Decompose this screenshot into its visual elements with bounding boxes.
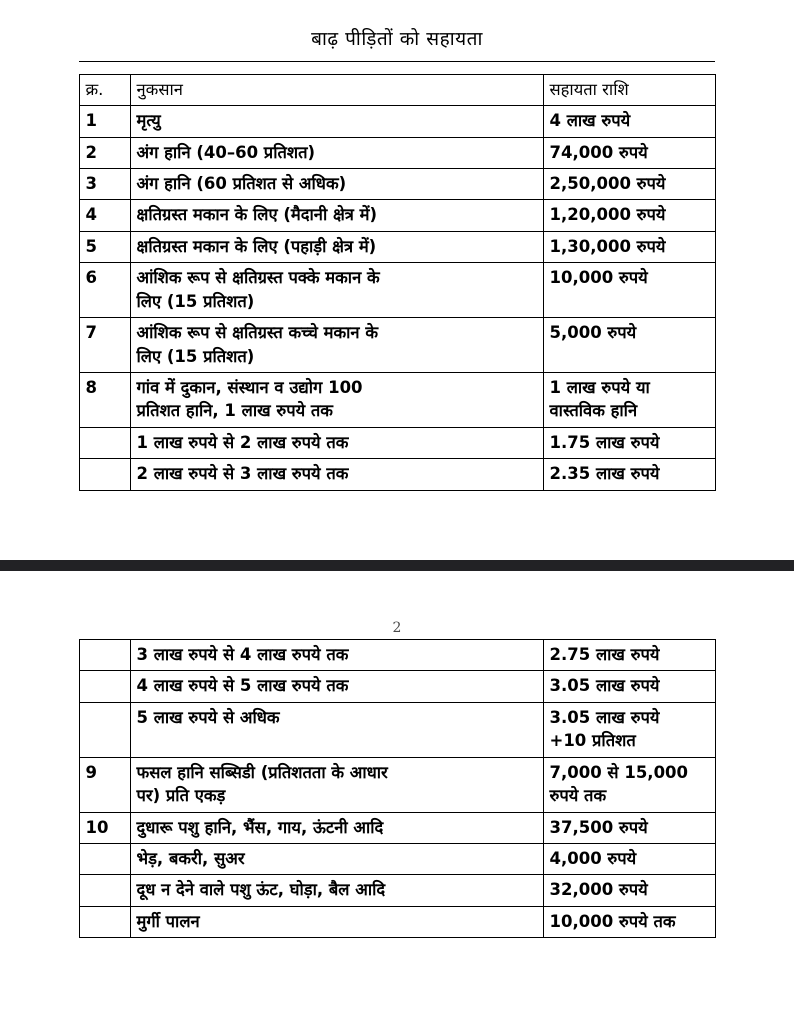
cell-loss-description: 1 लाख रुपये से 2 लाख रुपये तक <box>130 427 543 458</box>
cell-serial <box>79 702 130 757</box>
column-header-serial: क्र. <box>79 74 130 105</box>
cell-aid-amount: 4 लाख रुपये <box>543 106 715 137</box>
table-row <box>79 640 715 671</box>
table-row <box>79 200 715 231</box>
column-header-amount: सहायता राशि <box>543 74 715 105</box>
table-row <box>79 106 715 137</box>
cell-aid-amount: 7,000 से 15,000 रुपये तक <box>543 757 715 812</box>
table-row <box>79 318 715 373</box>
cell-loss-description: दूध न देने वाले पशु ऊंट, घोड़ा, बैल आदि <box>130 875 543 906</box>
cell-loss-description: अंग हानि (60 प्रतिशत से अधिक) <box>130 169 543 200</box>
cell-serial: 7 <box>79 318 130 373</box>
cell-serial <box>79 640 130 671</box>
table-row <box>79 373 715 428</box>
cell-aid-amount-line2: वास्तविक हानि <box>549 401 638 421</box>
cell-aid-amount: 1 लाख रुपये या वास्तविक हानि <box>543 373 715 428</box>
cell-loss-description: आंशिक रूप से क्षतिग्रस्त कच्चे मकान के लिए (15 प्रतिशत) <box>130 318 543 373</box>
cell-aid-amount: 3.05 लाख रुपये +10 प्रतिशत <box>543 702 715 757</box>
table-row <box>79 231 715 262</box>
table-row <box>79 169 715 200</box>
cell-aid-amount: 3.05 लाख रुपये <box>543 671 715 702</box>
table-row <box>79 757 715 812</box>
table-row <box>79 812 715 843</box>
page-title: बाढ़ पीड़ितों को सहायता <box>311 28 483 50</box>
cell-serial <box>79 875 130 906</box>
table-body-page-one <box>79 106 715 490</box>
table-row <box>79 427 715 458</box>
table-row <box>79 906 715 937</box>
cell-aid-amount: 10,000 रुपये तक <box>543 906 715 937</box>
cell-loss-description: भेड़, बकरी, सुअर <box>130 843 543 874</box>
cell-aid-amount: 32,000 रुपये <box>543 875 715 906</box>
cell-loss-description: फसल हानि सब्सिडी (प्रतिशतता के आधार पर) प्रति एकड़ <box>130 757 543 812</box>
cell-serial <box>79 906 130 937</box>
cell-aid-amount: 4,000 रुपये <box>543 843 715 874</box>
cell-loss-description: गांव में दुकान, संस्थान व उद्योग 100 प्रतिशत हानि, 1 लाख रुपये तक <box>130 373 543 428</box>
cell-serial: 2 <box>79 137 130 168</box>
cell-loss-description: दुधारू पशु हानि, भैंस, गाय, ऊंटनी आदि <box>130 812 543 843</box>
cell-loss-description: 3 लाख रुपये से 4 लाख रुपये तक <box>130 640 543 671</box>
cell-serial: 9 <box>79 757 130 812</box>
cell-serial: 3 <box>79 169 130 200</box>
cell-serial: 5 <box>79 231 130 262</box>
cell-serial <box>79 671 130 702</box>
table-header <box>79 74 715 105</box>
cell-aid-amount: 5,000 रुपये <box>543 318 715 373</box>
cell-serial: 8 <box>79 373 130 428</box>
cell-aid-amount: 2.35 लाख रुपये <box>543 459 715 490</box>
cell-loss-description: 5 लाख रुपये से अधिक <box>130 702 543 757</box>
cell-aid-amount-line2: रुपये तक <box>549 786 607 806</box>
table-row <box>79 875 715 906</box>
cell-aid-amount-line2: +10 प्रतिशत <box>549 731 636 751</box>
cell-serial <box>79 427 130 458</box>
page-separator-band <box>0 560 794 571</box>
cell-serial: 6 <box>79 263 130 318</box>
cell-loss-description: क्षतिग्रस्त मकान के लिए (मैदानी क्षेत्र में) <box>130 200 543 231</box>
cell-loss-description: अंग हानि (40–60 प्रतिशत) <box>130 137 543 168</box>
cell-loss-description-line2: पर) प्रति एकड़ <box>136 786 226 806</box>
cell-aid-amount: 1,20,000 रुपये <box>543 200 715 231</box>
page-number-label: 2 <box>392 620 402 636</box>
aid-table-two-wrapper <box>0 639 794 938</box>
cell-loss-description-line2: लिए (15 प्रतिशत) <box>136 291 255 311</box>
table-row <box>79 263 715 318</box>
table-body-page-two <box>79 640 715 938</box>
cell-aid-amount: 37,500 रुपये <box>543 812 715 843</box>
table-header-row <box>79 74 715 105</box>
cell-aid-amount: 1.75 लाख रुपये <box>543 427 715 458</box>
cell-serial: 1 <box>79 106 130 137</box>
cell-aid-amount: 1,30,000 रुपये <box>543 231 715 262</box>
cell-loss-description: मुर्गी पालन <box>130 906 543 937</box>
aid-table-one-wrapper <box>0 62 794 491</box>
document-page-two <box>0 571 794 1015</box>
cell-loss-description-line2: लिए (15 प्रतिशत) <box>136 346 255 366</box>
aid-table-page-one <box>79 74 716 491</box>
cell-aid-amount: 2,50,000 रुपये <box>543 169 715 200</box>
cell-loss-description: क्षतिग्रस्त मकान के लिए (पहाड़ी क्षेत्र में) <box>130 231 543 262</box>
cell-aid-amount: 74,000 रुपये <box>543 137 715 168</box>
table-row <box>79 843 715 874</box>
cell-loss-description-line2: प्रतिशत हानि, 1 लाख रुपये तक <box>136 401 333 421</box>
cell-loss-description: 2 लाख रुपये से 3 लाख रुपये तक <box>130 459 543 490</box>
table-row <box>79 671 715 702</box>
aid-table-page-two <box>79 639 716 938</box>
cell-loss-description: 4 लाख रुपये से 5 लाख रुपये तक <box>130 671 543 702</box>
cell-loss-description: आंशिक रूप से क्षतिग्रस्त पक्के मकान के लिए (15 प्रतिशत) <box>130 263 543 318</box>
table-row <box>79 702 715 757</box>
cell-aid-amount: 10,000 रुपये <box>543 263 715 318</box>
cell-serial: 10 <box>79 812 130 843</box>
cell-serial: 4 <box>79 200 130 231</box>
cell-aid-amount: 2.75 लाख रुपये <box>543 640 715 671</box>
table-row <box>79 137 715 168</box>
column-header-loss: नुकसान <box>130 74 543 105</box>
cell-serial <box>79 459 130 490</box>
table-row <box>79 459 715 490</box>
cell-loss-description: मृत्यु <box>130 106 543 137</box>
cell-serial <box>79 843 130 874</box>
